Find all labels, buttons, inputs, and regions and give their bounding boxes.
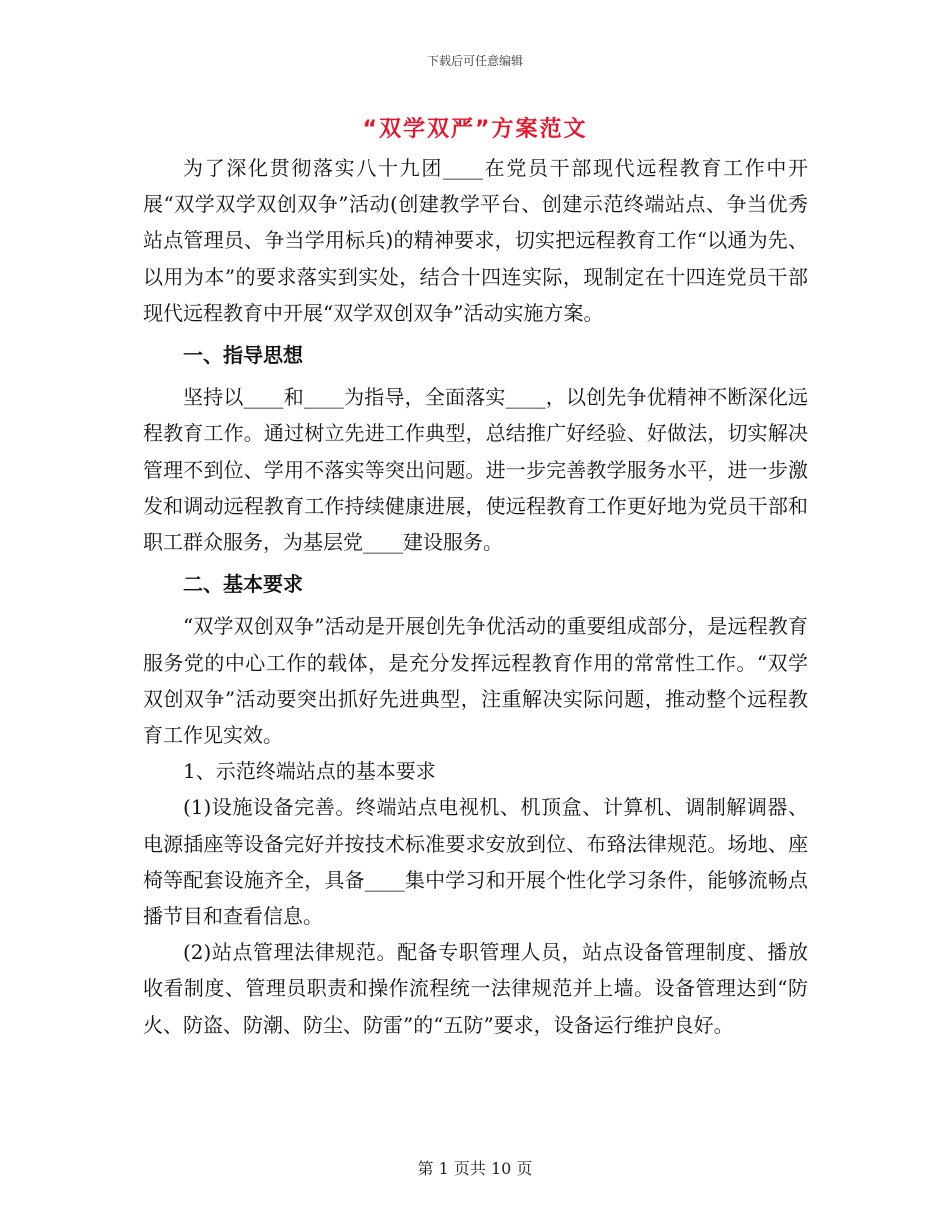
document-body <box>143 150 808 1043</box>
document-title: “双学双严”方案范文 <box>362 117 588 142</box>
section-heading-basic-requirements: 二、基本要求 <box>183 572 303 597</box>
intro-paragraph: 为了深化贯彻落实八十九团____在党员干部现代远程教育工作中开展“双学双学双创双争”活动(创建教学平台、创建示范终端站点、争当优秀站点管理员、争当学用标兵)的精神要求，切实把远程教育工作“以通为先、以用为本”的要求落实到实处，结合十四连实际，现制定在十四连党员干部现代远程教育中开展“双学双创双争”活动实施方案。 <box>143 156 808 325</box>
section-heading-guiding-ideology: 一、指导思想 <box>183 343 303 368</box>
basic-requirements-paragraph: “双学双创双争”活动是开展创先争优活动的重要组成部分，是远程教育服务党的中心工作的载体，是充分发挥远程教育作用的常常性工作。“双学双创双争”活动要突出抓好先进典型，注重解决实际问题，推动整个远程教育工作见实效。 <box>143 614 808 748</box>
site-management-paragraph: (2)站点管理法律规范。配备专职管理人员，站点设备管理制度、播放收看制度、管理员职责和操作流程统一法律规范并上墙。设备管理达到“防火、防盗、防潮、防尘、防雷”的“五防”要求，设备运行维护良好。 <box>143 940 808 1037</box>
page-footer: 第 1 页共 10 页 <box>417 1159 533 1178</box>
subsection-heading-terminal-site: 1、示范终端站点的基本要求 <box>183 759 436 784</box>
page-header: 下载后可任意编辑 <box>426 54 523 68</box>
guiding-ideology-paragraph: 坚持以____和____为指导，全面落实____，以创先争优精神不断深化远程教育工作。通过树立先进工作典型，总结推广好经验、好做法，切实解决管理不到位、学用不落实等突出问题。进一步完善教学服务水平，进一步激发和调动远程教育工作持续健康进展，使远程教育工作更好地为党员干部和职工群众服务，为基层党____建设服务。 <box>143 385 808 555</box>
facilities-paragraph: (1)设施设备完善。终端站点电视机、机顶盒、计算机、调制解调器、电源插座等设备完好并按技术标准要求安放到位、布臵法律规范。场地、座椅等配套设施齐全，具备____集中学习和开展个性化学习条件，能够流畅点播节目和查看信息。 <box>143 795 808 929</box>
